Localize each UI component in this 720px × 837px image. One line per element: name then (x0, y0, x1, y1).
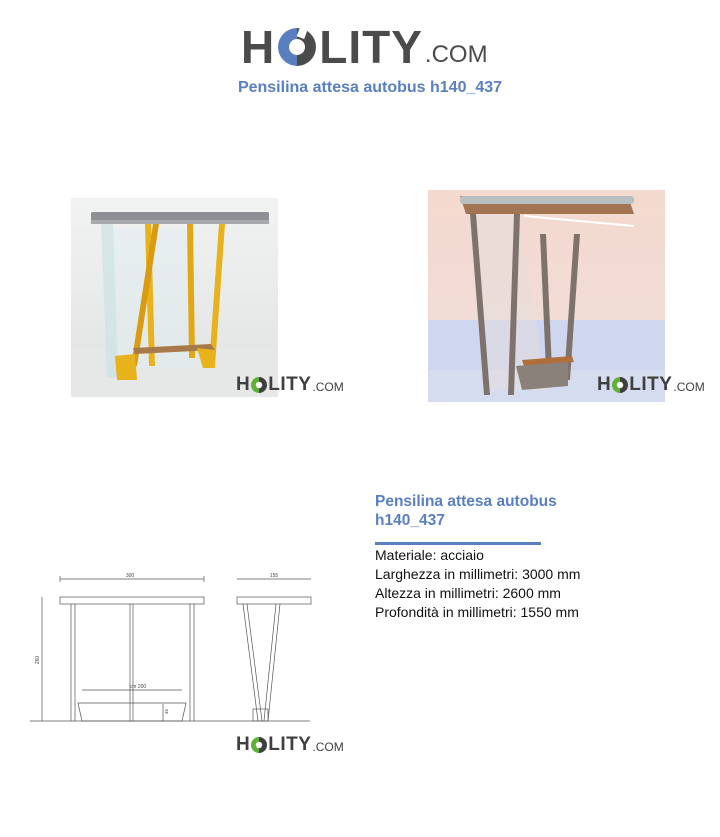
product-name: Pensilina attesa autobus h140_437 (375, 493, 557, 529)
dim-height: 260 (35, 655, 41, 665)
page-title: Pensilina attesa autobus h140_437 (237, 79, 503, 96)
logo-brand-text: LITY (319, 21, 423, 73)
spec-row: Larghezza in millimetri: 3000 mm (375, 566, 581, 582)
logo-letter-h: H (241, 21, 276, 73)
logo-suffix: .COM (312, 740, 344, 754)
header-logo[interactable] (241, 18, 488, 73)
shelter-dimensions-drawing (30, 568, 330, 733)
logo-brand-text: LITY (629, 374, 673, 395)
spec-value: 2600 mm (502, 585, 561, 601)
dim-side-depth: 155 (269, 573, 279, 579)
watermark-logo-1 (236, 375, 344, 395)
logo-letter-h: H (597, 374, 612, 395)
logo-o-icon (275, 25, 319, 69)
dim-bench-height: 45 (164, 708, 169, 714)
logo-brand-text: LITY (268, 374, 312, 395)
logo-o-icon (611, 376, 629, 394)
spec-list (375, 546, 580, 622)
logo-o-icon (250, 736, 268, 754)
spec-label: Altezza in millimetri (375, 585, 495, 601)
logo-letter-h: H (236, 734, 251, 755)
spec-value: 3000 mm (522, 566, 581, 582)
title-divider (375, 542, 541, 545)
logo-letter-h: H (236, 374, 251, 395)
logo-suffix: .COM (673, 380, 705, 394)
spec-value: 1550 mm (520, 604, 579, 620)
technical-drawing (30, 568, 330, 733)
spec-row: Profondità in millimetri: 1550 mm (375, 604, 579, 620)
logo-suffix: .COM (424, 41, 488, 68)
product-photo-yellow (71, 198, 278, 397)
spec-label: Larghezza in millimetri (375, 566, 515, 582)
spec-label: Profondità in millimetri (375, 604, 513, 620)
dim-bench-width: cm 200 (129, 684, 147, 690)
dim-front-width: 300 (125, 573, 135, 579)
watermark-logo-2 (597, 375, 705, 395)
logo-suffix: .COM (312, 380, 344, 394)
watermark-logo-3 (236, 735, 344, 755)
logo-o-icon (250, 376, 268, 394)
spec-row: Altezza in millimetri: 2600 mm (375, 585, 561, 601)
spec-value: acciaio (440, 547, 484, 563)
shelter-yellow-image (71, 198, 278, 397)
spec-row: Materiale: acciaio (375, 547, 484, 563)
spec-label: Materiale (375, 547, 433, 563)
shelter-gray-image (428, 190, 665, 402)
product-photo-gray (428, 190, 665, 402)
logo-brand-text: LITY (268, 734, 312, 755)
